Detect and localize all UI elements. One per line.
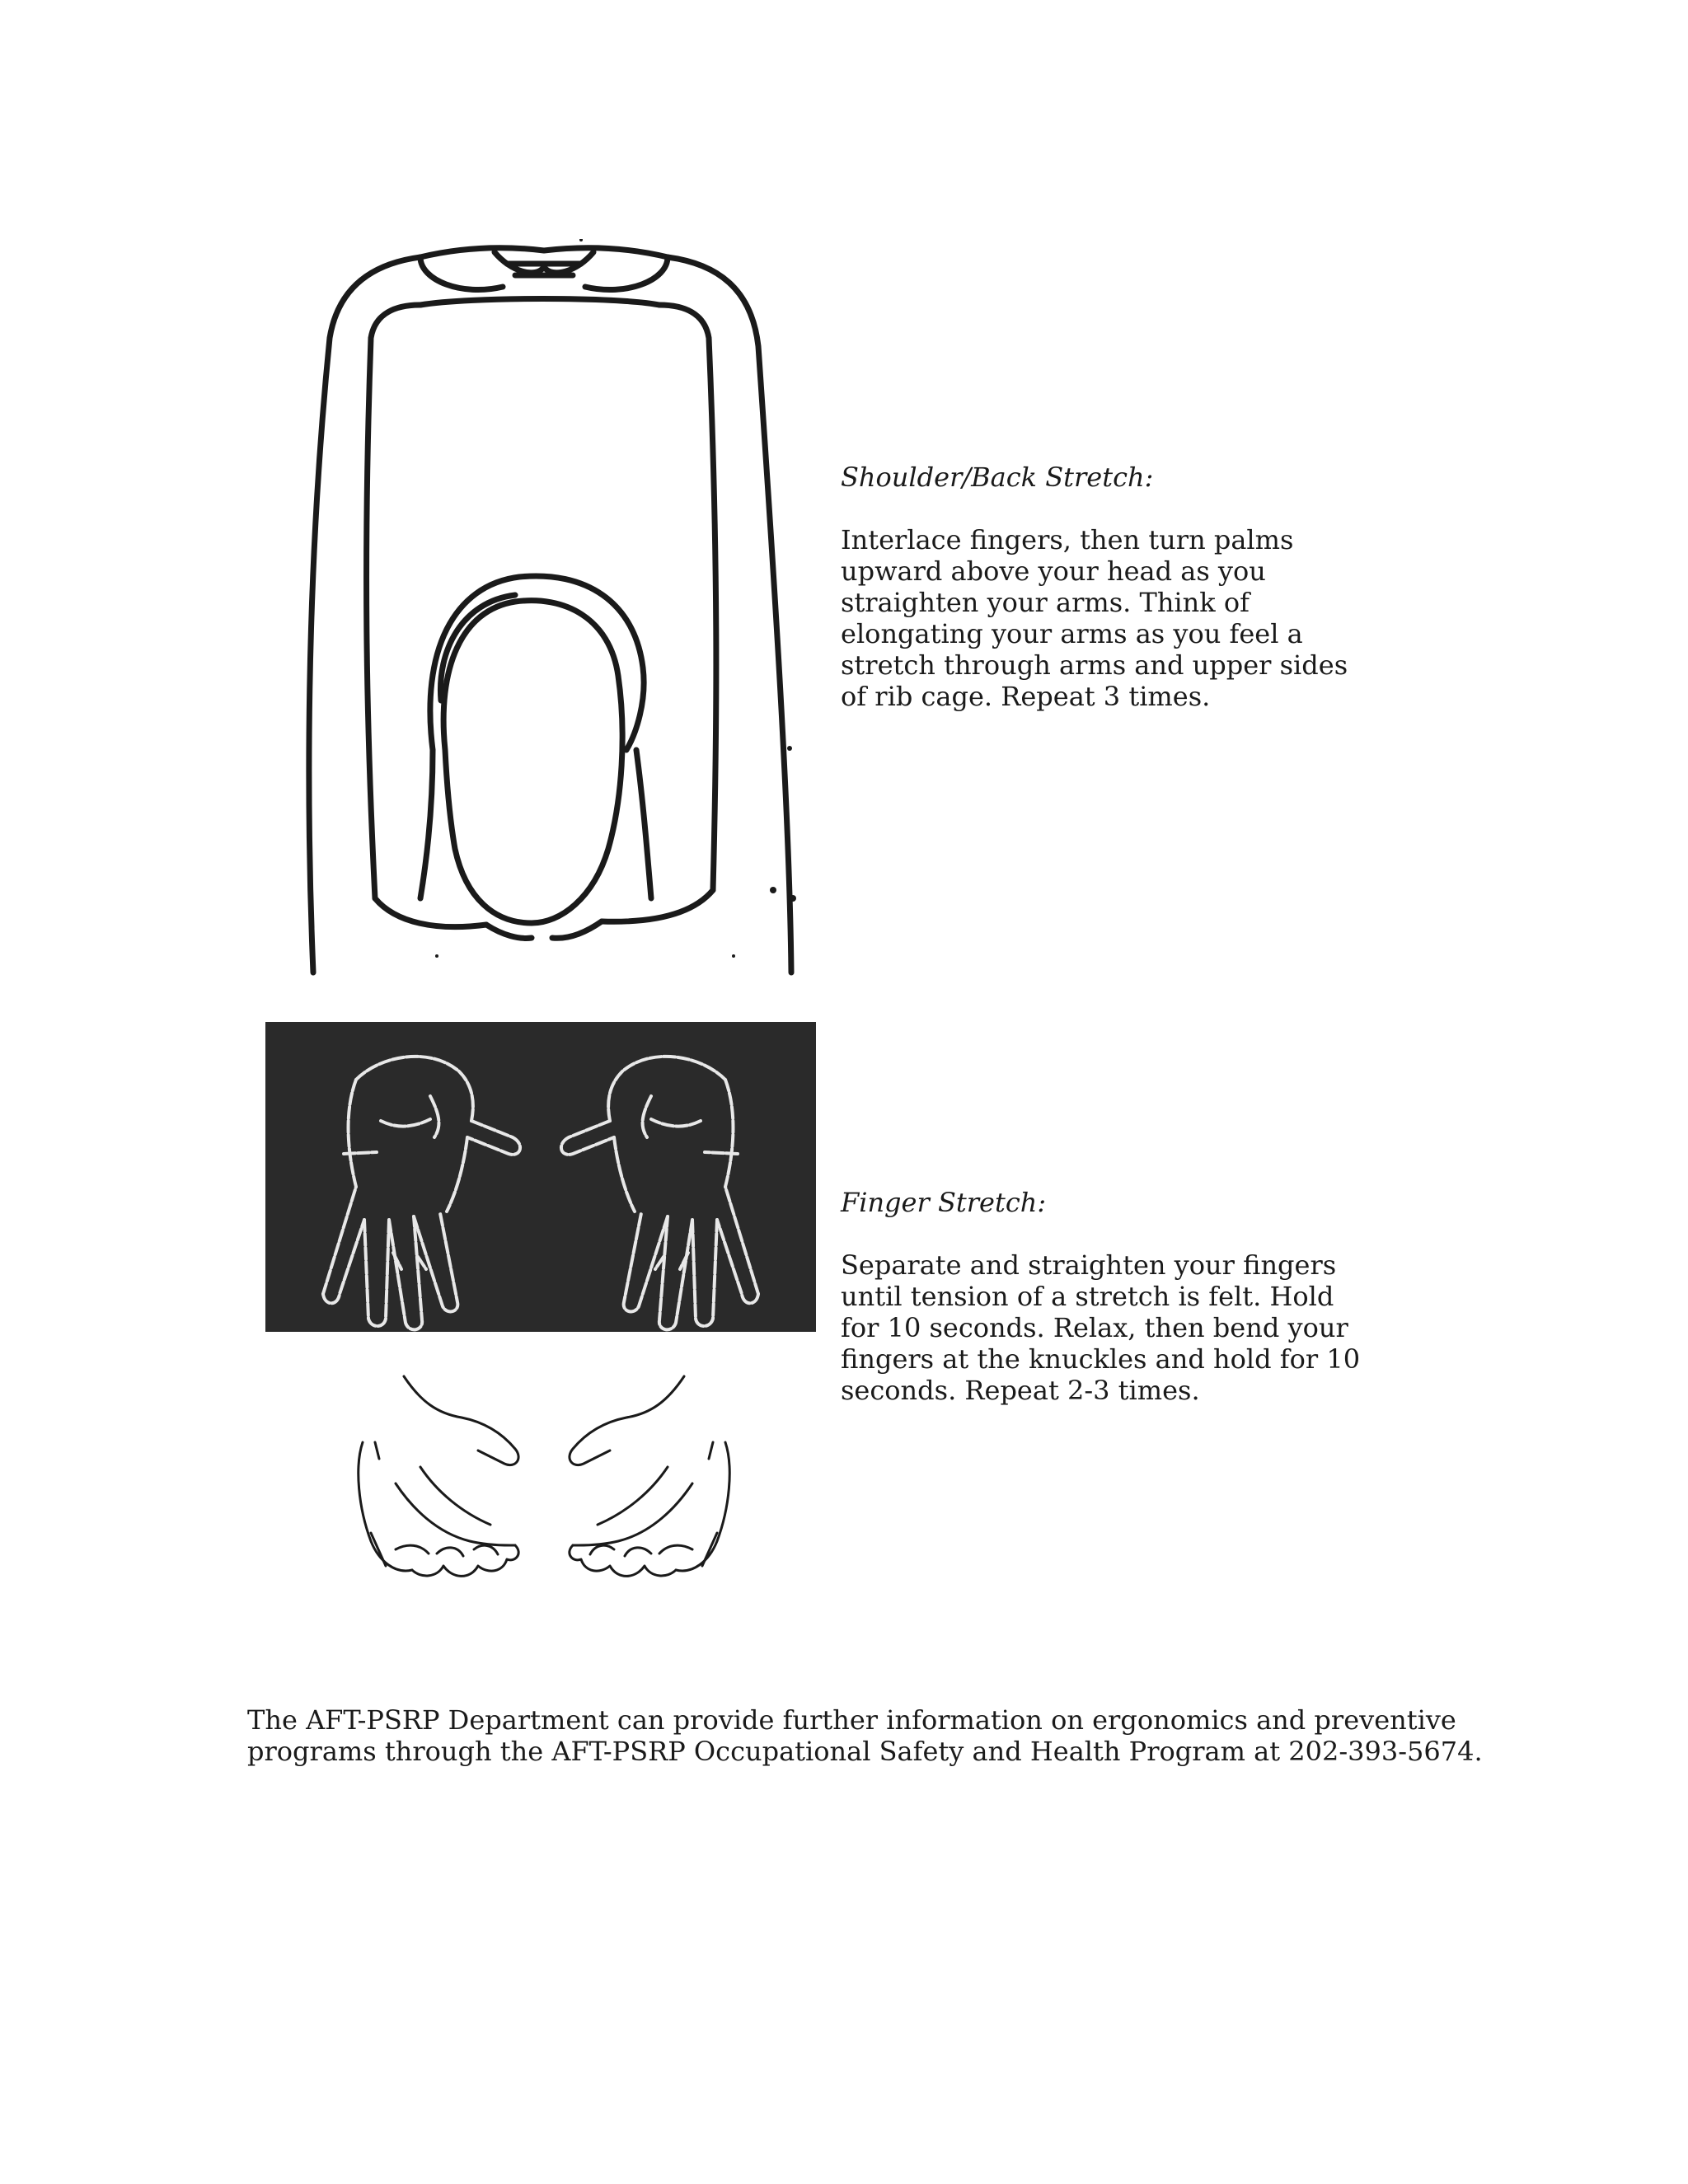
shoulder-stretch-line: stretch through arms and upper sides xyxy=(841,649,1348,681)
shoulder-stretch-body xyxy=(841,524,1368,712)
shoulder-stretch-line: of rib cage. Repeat 3 times. xyxy=(841,681,1211,712)
finger-stretch-line: seconds. Repeat 2-3 times. xyxy=(841,1375,1200,1406)
finger-stretch-line: Separate and straighten your fingers xyxy=(841,1249,1337,1281)
footer-line: The AFT-PSRP Department can provide further information on ergonomics and preventive xyxy=(247,1704,1456,1736)
finger-stretch-body xyxy=(841,1249,1368,1406)
knuckle-bend-drawing xyxy=(346,1368,742,1591)
finger-stretch-section xyxy=(841,1187,1368,1406)
shoulder-stretch-line: straighten your arms. Think of xyxy=(841,587,1250,618)
shoulder-stretch-line: elongating your arms as you feel a xyxy=(841,618,1303,649)
finger-stretch-line: until tension of a stretch is felt. Hold xyxy=(841,1281,1334,1312)
footer-line: programs through the AFT-PSRP Occupational Safety and Health Program at 202-393-5674. xyxy=(247,1736,1483,1767)
finger-stretch-line: fingers at the knuckles and hold for 10 xyxy=(841,1343,1361,1375)
finger-stretch-heading: Finger Stretch: xyxy=(841,1187,1047,1218)
knuckle-bend-illustration xyxy=(346,1368,742,1591)
shoulder-stretch-illustration xyxy=(297,239,808,1005)
shoulder-stretch-heading: Shoulder/Back Stretch: xyxy=(841,462,1154,493)
finger-spread-illustration xyxy=(265,1022,816,1332)
finger-spread-drawing xyxy=(265,1022,816,1332)
shoulder-stretch-section xyxy=(841,462,1368,712)
shoulder-stretch-drawing xyxy=(297,239,808,1005)
finger-stretch-line: for 10 seconds. Relax, then bend your xyxy=(841,1312,1348,1343)
shoulder-stretch-line: upward above your head as you xyxy=(841,555,1266,587)
shoulder-stretch-line: Interlace fingers, then turn palms xyxy=(841,524,1294,555)
footer-note xyxy=(247,1704,1483,1767)
